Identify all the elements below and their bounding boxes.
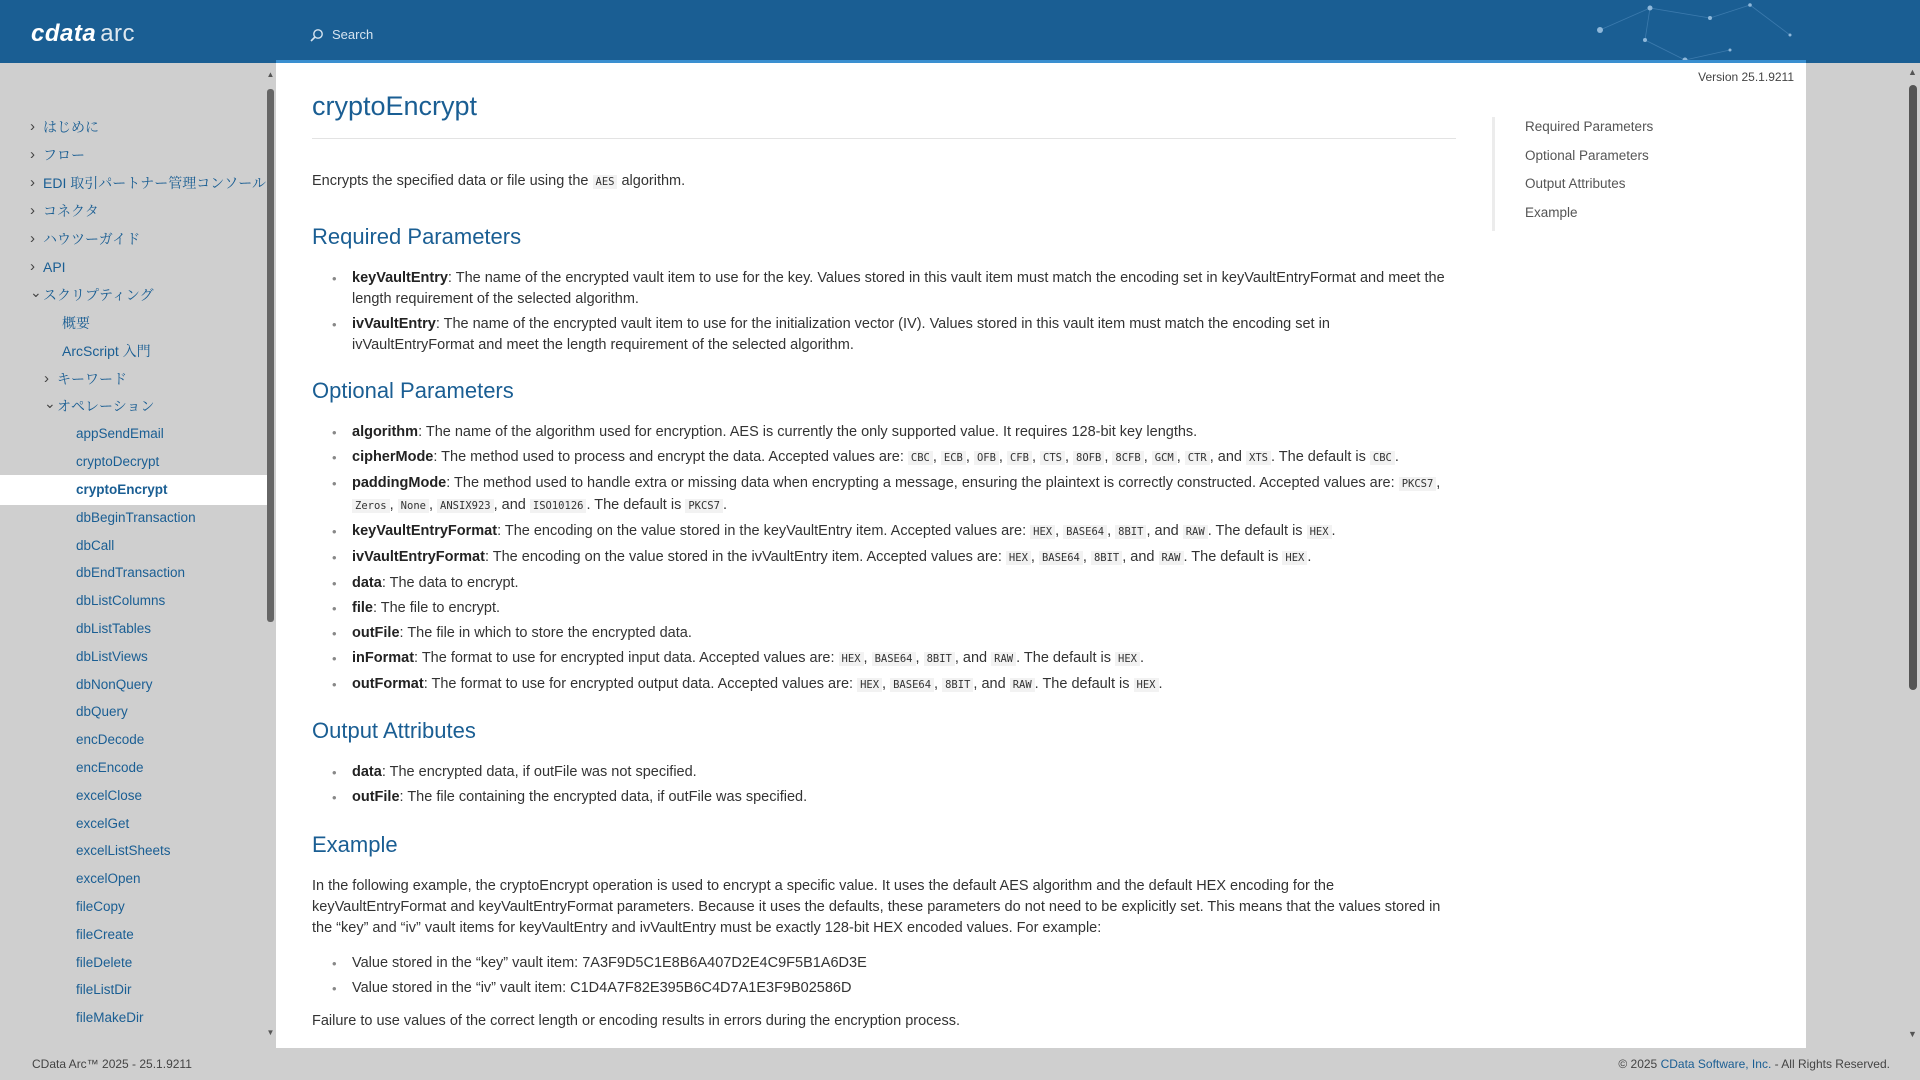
sidebar-item-label: appSendEmail [76, 426, 164, 442]
search-placeholder: Search [332, 27, 374, 42]
footer [0, 1048, 1920, 1080]
sidebar-item-label: fileDelete [76, 954, 133, 970]
sidebar-item[interactable] [30, 953, 268, 973]
output-attributes-list [312, 762, 1456, 808]
sidebar-item[interactable] [30, 201, 268, 221]
logo-product: arc [100, 20, 136, 47]
sidebar-item-label: dbNonQuery [76, 676, 153, 692]
example-list [312, 953, 1456, 999]
sidebar-item[interactable] [30, 702, 268, 722]
sidebar-item-label: encEncode [76, 759, 144, 775]
sidebar-item-label: はじめに [43, 119, 99, 135]
sidebar-item[interactable] [30, 145, 268, 165]
cdata-arc-logo[interactable] [31, 20, 135, 48]
logo-brand: cdata [31, 20, 97, 47]
sidebar-item[interactable] [30, 675, 268, 695]
list-item: • ivVaultEntry: The name of the encrypted vault item to use for the initialization vector (IV). Values stored in this vault item must match the encoding set in ivVaultEntryFormat and meet the length requirement of the selected algorithm. [312, 314, 1456, 356]
search-input[interactable] [310, 27, 373, 42]
sidebar-item[interactable] [30, 591, 268, 611]
list-item: • outFile: The file containing the encrypted data, if outFile was specified. [312, 787, 1456, 808]
list-item: • algorithm: The name of the algorithm used for encryption. AES is currently the only supported value. It requires 128-bit key lengths. [312, 422, 1456, 443]
required-params-list [312, 268, 1456, 356]
cutoff-paragraph: Failure to use values of the correct length or encoding results in errors during the encryption process. [312, 1013, 961, 1029]
chevron-right-icon: › [30, 202, 35, 219]
list-item: • keyVaultEntryFormat: The encoding on the value stored in the keyVaultEntry item. Accepted values are: HEX , BASE64 , 8BIT , and RAW . The default is HEX . [312, 521, 1456, 543]
sidebar-scrollbar[interactable] [267, 89, 274, 622]
list-item: • cipherMode: The method used to process and encrypt the data. Accepted values are: CBC , ECB , OFB , CFB , CTS , 8OFB , 8CFB , GCM , CTR , and XTS . The default is CBC . [312, 447, 1456, 469]
chevron-down-icon: ⌄ [30, 284, 42, 300]
page-scrollbar-thumb[interactable] [1909, 85, 1917, 690]
sidebar-item-label: dbQuery [76, 704, 128, 720]
chevron-right-icon: › [44, 369, 49, 387]
optional-params-list [312, 422, 1456, 696]
section-example: Example [312, 832, 398, 857]
sidebar-item-label: fileCopy [76, 898, 125, 914]
list-item: • ivVaultEntryFormat: The encoding on the value stored in the ivVaultEntry item. Accepted values are: HEX , BASE64 , 8BIT , and RAW . The default is HEX . [312, 547, 1456, 569]
sidebar-item-label: fileMakeDir [76, 1010, 144, 1026]
sidebar-item[interactable] [30, 117, 268, 137]
sidebar-item[interactable] [30, 925, 268, 945]
sidebar-item[interactable] [0, 475, 268, 505]
list-item: • inFormat: The format to use for encrypted input data. Accepted values are: HEX , BASE64 , 8BIT , and RAW . The default is HEX . [312, 648, 1456, 670]
sidebar-item[interactable] [30, 508, 268, 528]
list-item: • outFormat: The format to use for encrypted output data. Accepted values are: HEX , BASE64 , 8BIT , and RAW . The default is HEX . [312, 674, 1456, 696]
sidebar-item[interactable] [30, 173, 268, 193]
sidebar-item[interactable] [30, 229, 268, 249]
sidebar-item[interactable] [30, 1008, 268, 1028]
section-required-parameters: Required Parameters [312, 224, 522, 249]
chevron-right-icon: › [30, 174, 35, 191]
scroll-down-icon[interactable]: ▼ [1908, 1029, 1917, 1039]
sidebar-item-label: フロー [43, 147, 85, 163]
sidebar-scroll-up-icon[interactable]: ▲ [266, 70, 275, 79]
nav-list [30, 117, 268, 1036]
sidebar-item-label: dbEndTransaction [76, 565, 186, 581]
toc-link-example[interactable]: Example [1525, 204, 1578, 220]
top-header [0, 0, 1920, 63]
network-decoration-icon [1520, 0, 1920, 63]
sidebar-scroll-down-icon[interactable]: ▼ [266, 1028, 275, 1037]
intro-text: Encrypts the specified data or file using the AES algorithm. [312, 173, 686, 189]
sidebar-item-label: EDI 取引パートナー管理コンソール [43, 175, 266, 191]
sidebar-item-label: API [43, 259, 66, 275]
sidebar-item[interactable] [30, 814, 268, 834]
sidebar-item[interactable] [30, 786, 268, 806]
sidebar-item-label: コネクタ [43, 203, 99, 219]
sidebar-item[interactable] [30, 980, 268, 1000]
version-label: Version 25.1.9211 [1698, 70, 1794, 84]
sidebar-item-label: cryptoDecrypt [76, 453, 160, 469]
sidebar-item-label: excelGet [76, 815, 130, 831]
toc-link-required-parameters[interactable]: Required Parameters [1525, 119, 1654, 134]
sidebar-item[interactable] [30, 563, 268, 583]
sidebar-item[interactable] [30, 869, 268, 889]
list-item: • Value stored in the “key” vault item: 7A3F9D5C1E8B6A407D2E4C9F5B1A6D3E [312, 953, 1456, 974]
sidebar-item[interactable] [30, 841, 268, 861]
sidebar-item[interactable] [30, 396, 268, 416]
sidebar-item-label: dbListTables [76, 620, 152, 636]
footer-copyright: © 2025 CData Software, Inc. - All Rights Reserved. [1618, 1057, 1890, 1071]
list-item: • paddingMode: The method used to handle extra or missing data when encrypting a message, ensuring the plaintext is correctly constructed. Accepted values are: PKCS7 , Zeros , None , ANSIX923 , and ISO10126 . The default is PKCS7 . [312, 473, 1456, 517]
sidebar-nav [0, 63, 276, 1045]
sidebar-item[interactable] [30, 313, 268, 333]
sidebar-item-label: dbCall [76, 537, 115, 553]
sidebar-item[interactable] [30, 452, 268, 472]
toc-link-output-attributes[interactable]: Output Attributes [1525, 176, 1626, 191]
main-content-panel [276, 60, 1806, 1048]
sidebar-item[interactable] [30, 897, 268, 917]
example-paragraph: In the following example, the cryptoEncrypt operation is used to encrypt a specific value. It uses the default AES algorithm and the default HEX encoding for the keyVaultEntryFormat and keyVaultEntryFormat parameters. Because it uses the defaults, these parameters do not need to be explicitly set. This means that the values stored in the “key” and “iv” vault items for keyVaultEntry and ivVaultEntry must be exactly 128-bit HEX encoded values. For example: [312, 878, 1441, 936]
chevron-right-icon: › [30, 146, 35, 163]
sidebar-item[interactable] [30, 424, 268, 444]
sidebar-item-label: キーワード [57, 370, 127, 387]
footer-product-version: CData Arc™ 2025 - 25.1.9211 [32, 1057, 192, 1071]
sidebar-item-label: dbBeginTransaction [76, 509, 196, 525]
chevron-right-icon: › [30, 258, 35, 275]
list-item: • Value stored in the “iv” vault item: C1D4A7F82E395B6C4D7A1E3F9B02586D [312, 978, 1456, 999]
page-scrollbar[interactable] [1906, 63, 1920, 1045]
section-output-attributes: Output Attributes [312, 718, 476, 743]
list-item: • data: The encrypted data, if outFile was not specified. [312, 762, 1456, 783]
article [312, 91, 1456, 1032]
sidebar-item[interactable] [30, 619, 268, 639]
chevron-down-icon: ⌄ [44, 395, 56, 412]
sidebar-item[interactable] [30, 285, 268, 305]
table-of-contents [1492, 117, 1653, 231]
sidebar-item-label: cryptoEncrypt [76, 481, 168, 497]
list-item: • data: The data to encrypt. [312, 573, 1456, 594]
list-item: • file: The file to encrypt. [312, 598, 1456, 619]
sidebar-item[interactable] [30, 647, 268, 667]
sidebar-item[interactable] [30, 536, 268, 556]
sidebar-item-label: fileCreate [76, 926, 134, 942]
page-title: cryptoEncrypt [312, 91, 1456, 139]
sidebar-item-label: オペレーション [57, 398, 155, 415]
sidebar-item-label: スクリプティング [43, 287, 154, 303]
search-icon [310, 28, 324, 42]
chevron-right-icon: › [30, 118, 35, 135]
sidebar-item[interactable] [30, 341, 268, 361]
toc-link-optional-parameters[interactable]: Optional Parameters [1525, 147, 1649, 163]
sidebar-item-label: dbListViews [76, 648, 148, 664]
sidebar-item-label: excelListSheets [76, 843, 171, 859]
sidebar-item[interactable] [30, 257, 268, 277]
cdata-software-link[interactable]: CData Software, Inc. [1660, 1057, 1772, 1071]
sidebar-item[interactable] [30, 758, 268, 778]
section-optional-parameters: Optional Parameters [312, 378, 514, 403]
list-item: • outFile: The file in which to store the encrypted data. [312, 623, 1456, 644]
sidebar-item-label: 概要 [62, 315, 90, 331]
chevron-right-icon: › [30, 230, 35, 247]
list-item: • keyVaultEntry: The name of the encrypted vault item to use for the key. Values stored in this vault item must match the encoding set in keyVaultEntryFormat and meet the length requirement of the selected algorithm. [312, 268, 1456, 310]
sidebar-item-label: excelClose [76, 787, 143, 803]
sidebar-item-label: dbListColumns [76, 593, 166, 609]
sidebar-item-label: encDecode [76, 732, 145, 748]
sidebar-item-label: ArcScript 入門 [62, 342, 151, 359]
scroll-up-icon[interactable]: ▲ [1908, 67, 1917, 77]
sidebar-item[interactable] [30, 730, 268, 750]
sidebar-item-label: excelOpen [76, 871, 141, 887]
sidebar-item-label: ハウツーガイド [43, 231, 141, 247]
sidebar-item[interactable] [30, 369, 268, 389]
sidebar-item-label: fileListDir [76, 982, 132, 998]
